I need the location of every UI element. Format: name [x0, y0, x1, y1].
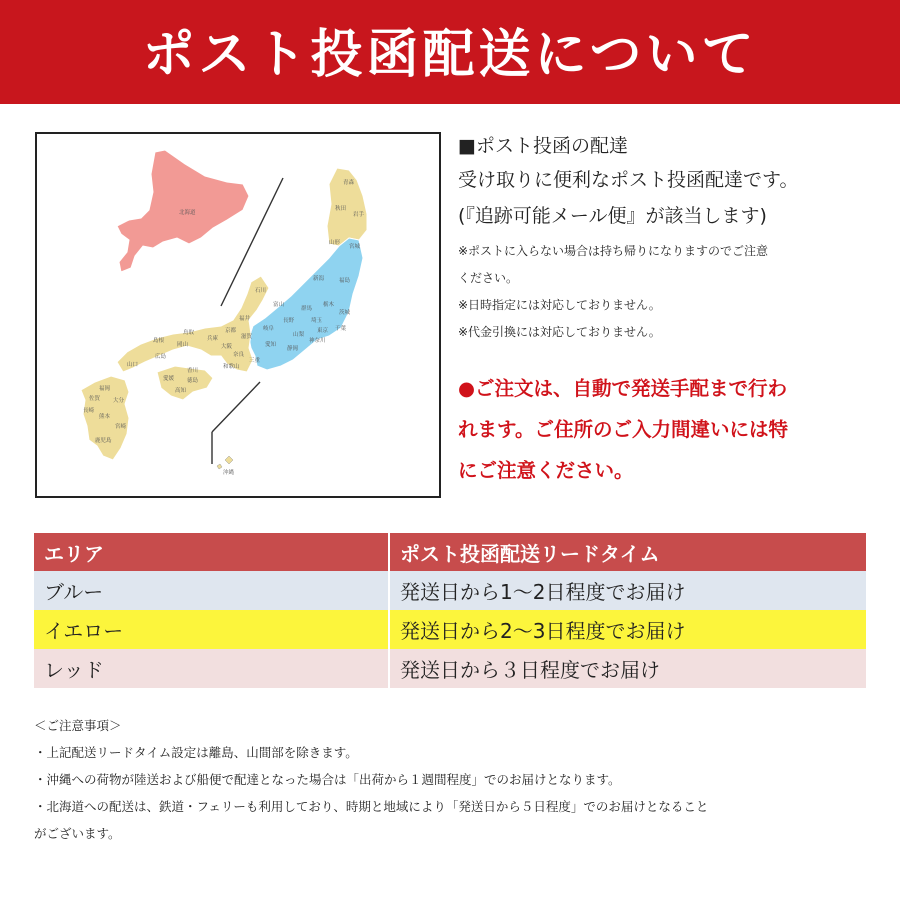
- pref-label-ehime: 愛媛: [163, 376, 175, 382]
- pref-label-aichi: 愛知: [265, 342, 277, 348]
- blue-region: [249, 238, 363, 370]
- okinawa-divider-line-upper: [212, 382, 260, 432]
- header-lead-time: ポスト投函配送リードタイム: [390, 533, 866, 571]
- pref-label-okayama: 岡山: [177, 342, 189, 348]
- pref-label-nara: 奈良: [233, 352, 245, 358]
- pref-label-fukuoka: 福岡: [99, 386, 111, 392]
- pref-label-kumamoto: 熊本: [99, 414, 111, 420]
- pref-label-fukushima: 福島: [339, 278, 351, 284]
- pref-label-chiba: 千葉: [335, 326, 347, 332]
- pref-label-yamanashi: 山梨: [293, 332, 305, 338]
- pref-label-niigata: 新潟: [313, 276, 325, 282]
- okinawa-island: [225, 456, 233, 464]
- info-note: ください。: [458, 271, 519, 285]
- pref-label-kanagawa: 神奈川: [309, 338, 326, 344]
- pref-label-gunma: 群馬: [301, 306, 313, 312]
- okinawa-island-small: [217, 464, 222, 469]
- pref-label-toyama: 富山: [273, 302, 285, 308]
- pref-label-nagano: 長野: [283, 318, 295, 324]
- pref-label-hyogo: 兵庫: [207, 336, 219, 342]
- pref-label-ibaraki: 茨城: [339, 310, 351, 316]
- pref-label-saitama: 埼玉: [311, 318, 323, 324]
- caution-notes: [34, 712, 874, 847]
- warning-line: ●ご注文は、自動で発送手配まで行わ: [458, 377, 788, 400]
- caution-item: ・上記配送リードタイム設定は離島、山間部を除きます。: [34, 745, 358, 760]
- table-row-red: [34, 649, 866, 688]
- table-header-row: [34, 533, 866, 571]
- pref-label-tochigi: 栃木: [323, 302, 335, 308]
- pref-label-hokkaido: 北海道: [179, 210, 196, 216]
- order-warning: [458, 368, 878, 491]
- west-honshu-yellow-region: [117, 276, 269, 372]
- delivery-info: [458, 130, 878, 491]
- pref-label-iwate: 岩手: [353, 212, 365, 218]
- pref-label-saga: 佐賀: [89, 396, 101, 402]
- area-cell: レッド: [34, 649, 390, 688]
- pref-label-tottori: 鳥取: [183, 330, 195, 336]
- page-title: ポスト投函配送について: [142, 24, 758, 85]
- lead-time-table: [34, 533, 866, 688]
- pref-label-ishikawa: 石川: [255, 288, 267, 294]
- pref-label-osaka: 大阪: [221, 344, 233, 350]
- info-heading: ■ポスト投函の配達: [458, 135, 628, 157]
- pref-label-shizuoka: 静岡: [287, 346, 299, 352]
- lead-time-cell: 発送日から2〜3日程度でお届け: [390, 610, 866, 649]
- warning-line: にご注意ください。: [458, 459, 634, 482]
- info-line-2: (『追跡可能メール便』が該当します): [458, 205, 767, 227]
- info-note: ※日時指定には対応しておりません。: [458, 298, 661, 312]
- lead-time-cell: 発送日から1〜2日程度でお届け: [390, 571, 866, 610]
- caution-item: ・北海道への配送は、鉄道・フェリーも利用しており、時期と地域により「発送日から５日程度」でのお届けとなること: [34, 799, 709, 814]
- caution-item: がございます。: [34, 826, 121, 841]
- header-area: エリア: [34, 533, 390, 571]
- pref-label-okinawa: 沖縄: [223, 470, 235, 476]
- pref-label-miyagi: 宮城: [349, 244, 361, 250]
- pref-label-miyazaki: 宮崎: [115, 424, 127, 430]
- pref-label-tokyo: 東京: [317, 328, 329, 334]
- pref-label-akita: 秋田: [335, 206, 347, 212]
- area-cell: ブルー: [34, 571, 390, 610]
- japan-map-graphic: [37, 134, 439, 496]
- info-line-1: 受け取りに便利なポスト投函配達です。: [458, 169, 799, 191]
- pref-label-shiga: 滋賀: [241, 334, 253, 340]
- lead-time-cell: 発送日から３日程度でお届け: [390, 649, 866, 688]
- warning-line: れます。ご住所のご入力間違いには特: [458, 418, 788, 441]
- shikoku-yellow-region: [157, 366, 213, 400]
- pref-label-oita: 大分: [113, 398, 125, 404]
- pref-label-gifu: 岐阜: [263, 326, 275, 332]
- pref-label-shimane: 島根: [153, 338, 165, 344]
- pref-label-fukui: 福井: [239, 316, 251, 322]
- info-note: ※代金引換には対応しておりません。: [458, 325, 661, 339]
- pref-label-tokushima: 徳島: [187, 378, 199, 384]
- table-row-yellow: [34, 610, 866, 649]
- caution-title: ＜ご注意事項＞: [34, 718, 122, 733]
- pref-label-kagawa: 香川: [187, 368, 199, 374]
- pref-label-kochi: 高知: [175, 388, 187, 394]
- page-header: [0, 0, 900, 104]
- pref-label-kyoto: 京都: [225, 328, 237, 334]
- pref-label-yamagata: 山形: [329, 240, 341, 246]
- pref-label-mie: 三重: [249, 358, 261, 364]
- pref-label-yamaguchi: 山口: [127, 362, 139, 368]
- pref-label-wakayama: 和歌山: [223, 364, 240, 370]
- pref-label-hiroshima: 広島: [155, 354, 167, 360]
- pref-label-nagasaki: 長崎: [83, 408, 95, 414]
- caution-item: ・沖縄への荷物が陸送および船便で配達となった場合は「出荷から１週間程度」でのお届けとなります。: [34, 772, 621, 787]
- pref-label-aomori: 青森: [343, 180, 355, 186]
- japan-map: [35, 132, 441, 498]
- pref-label-kagoshima: 鹿児島: [95, 438, 112, 444]
- table-row-blue: [34, 571, 866, 610]
- area-cell: イエロー: [34, 610, 390, 649]
- info-note: ※ポストに入らない場合は持ち帰りになりますのでご注意: [458, 244, 769, 258]
